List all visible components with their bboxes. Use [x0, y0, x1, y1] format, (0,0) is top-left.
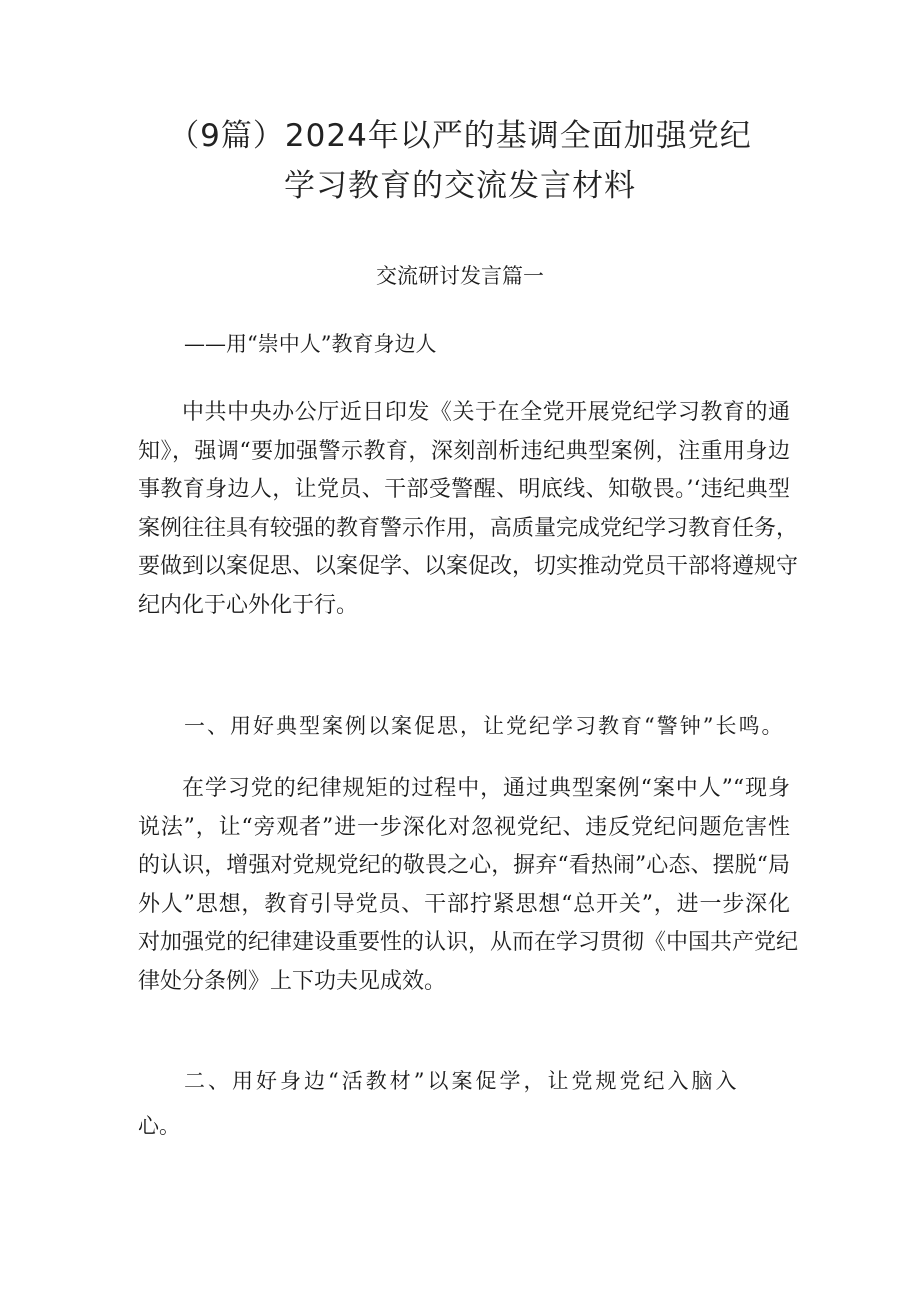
- byline: ——用“崇中人”教育身边人: [184, 332, 437, 356]
- paragraph-1-line: 案例往往具有较强的教育警示作用，高质量完成党纪学习教育任务，: [138, 515, 799, 541]
- paragraph-2-line: 的认识，增强对党规党纪的敬畏之心，摒弃“看热闹”心态、摆脱“局: [138, 853, 790, 879]
- paragraph-2-line: 律处分条例》上下功夫见成效。: [138, 968, 447, 994]
- paragraph-1-line: 要做到以案促思、以案促学、以案促改，切实推动党员干部将遵规守: [138, 554, 799, 580]
- document-title-line-1: （9篇）2024年以严的基调全面加强党纪: [168, 118, 752, 154]
- section-heading-2-line-1: 二、用好身边“活教材”以案促学，让党规党纪入脑入: [184, 1069, 740, 1093]
- paragraph-2-line: 说法”，让“旁观者”进一步深化对忽视党纪、违反党纪问题危害性: [138, 814, 790, 840]
- section-heading-2-line-2: 心。: [138, 1114, 180, 1138]
- section-heading-1: 一、用好典型案例以案促思，让党纪学习教育“警钟”长鸣。: [184, 714, 785, 738]
- document-title-line-2: 学习教育的交流发言材料: [284, 168, 636, 204]
- paragraph-1-line: 事教育身边人，让党员、干部受警醒、明底线、知敬畏。’‘违纪典型: [138, 477, 790, 503]
- paragraph-1: [138, 394, 799, 626]
- paragraph-1-line: 纪内化于心外化于行。: [138, 592, 359, 618]
- paragraph-1-line: 知》，强调“要加强警示教育，深刻剖析违纪典型案例，注重用身边: [138, 438, 790, 464]
- paragraph-2: [138, 770, 799, 1002]
- section-title: 交流研讨发言篇一: [376, 264, 544, 288]
- paragraph-2-line: 在学习党的纪律规矩的过程中，通过典型案例“案中人”“现身: [182, 776, 790, 801]
- paragraph-2-line: 外人”思想，教育引导党员、干部拧紧思想“总开关”，进一步深化: [138, 891, 790, 917]
- paragraph-1-line: 中共中央办公厅近日印发《关于在全党开展党纪学习教育的通: [182, 400, 790, 425]
- paragraph-2-line: 对加强党的纪律建设重要性的认识，从而在学习贯彻《中国共产党纪: [138, 930, 799, 956]
